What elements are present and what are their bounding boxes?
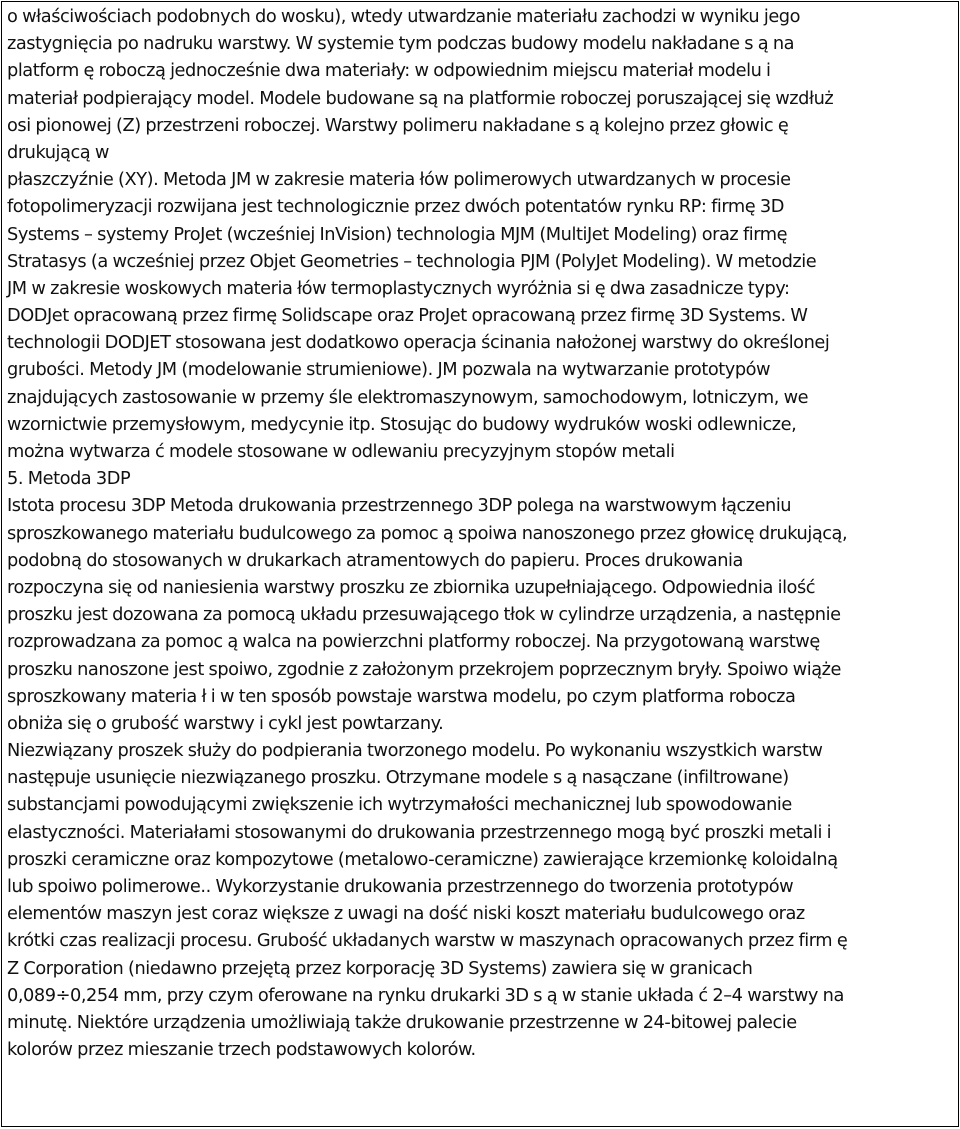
- text-line: Stratasys (a wcześniej przez Objet Geometries – technologia PJM (PolyJet Modeling). W metodzie: [7, 251, 817, 272]
- text-line: proszku jest dozowana za pomocą układu przesuwającego tłok w cylindrze urządzenia, a następnie: [7, 605, 841, 626]
- text-line: Niezwiązany proszek służy do podpierania tworzonego modelu. Po wykonaniu wszystkich warstw: [7, 741, 823, 762]
- text-line: proszku nanoszone jest spoiwo, zgodnie z założonym przekrojem poprzecznym bryły. Spoiwo wiąże: [7, 659, 841, 680]
- text-line: sproszkowany materia ł i w ten sposób powstaje warstwa modelu, po czym platforma robocza: [7, 686, 796, 707]
- text-line: sproszkowanego materiału budulcowego za pomoc ą spoiwa nanoszonego przez głowicę drukującą,: [7, 523, 848, 544]
- text-line: elastyczności. Materiałami stosowanymi do drukowania przestrzennego mogą być proszki metali i: [7, 822, 832, 843]
- text-line: krótki czas realizacji procesu. Grubość układanych warstw w maszynach opracowanych przez firm ę: [7, 931, 848, 952]
- text-line: lub spoiwo polimerowe.. Wykorzystanie drukowania przestrzennego do tworzenia prototypów: [7, 877, 794, 897]
- text-line: substancjami powodującymi zwiększenie ich wytrzymałości mechanicznej lub spowodowanie: [7, 795, 792, 816]
- text-line: można wytwarza ć modele stosowane w odlewaniu precyzyjnym stopów metali: [7, 442, 675, 462]
- text-line: podobną do stosowanych w drukarkach atramentowych do papieru. Proces drukowania: [7, 550, 743, 571]
- text-line: grubości. Metody JM (modelowanie strumieniowe). JM pozwala na wytwarzanie prototypów: [7, 360, 771, 381]
- section-heading: 5. Metoda 3DP: [7, 469, 131, 490]
- text-line: DODJet opracowaną przez firmę Solidscape oraz ProJet opracowaną przez firmę 3D Systems. W: [7, 306, 808, 327]
- text-line: o właściwościach podobnych do wosku), wtedy utwardzanie materiału zachodzi w wyniku jego: [7, 7, 801, 27]
- body-text: [7, 4, 954, 1064]
- text-line: osi pionowej (Z) przestrzeni roboczej. Warstwy polimeru nakładane s ą kolejno przez głowic ę: [7, 115, 789, 136]
- text-line: Istota procesu 3DP Metoda drukowania przestrzennego 3DP polega na warstwowym łączeniu: [7, 496, 792, 517]
- text-line: Systems – systemy ProJet (wcześniej InVision) technologia MJM (MultiJet Modeling) oraz firmę: [7, 224, 788, 245]
- text-line: znajdujących zastosowanie w przemy śle elektromaszynowym, samochodowym, lotniczym, we: [7, 387, 809, 408]
- text-line: zastygnięcia po nadruku warstwy. W systemie tym podczas budowy modelu nakładane s ą na: [7, 34, 795, 55]
- text-line: JM w zakresie woskowych materia łów termoplastycznych wyróżnia si ę dwa zasadnicze typy:: [7, 278, 790, 299]
- text-line: minutę. Niektóre urządzenia umożliwiają także drukowanie przestrzenne w 24-bitowej palecie: [7, 1012, 797, 1033]
- text-line: kolorów przez mieszanie trzech podstawowych kolorów.: [7, 1040, 476, 1061]
- text-line: płaszczyźnie (XY). Metoda JM w zakresie materia łów polimerowych utwardzanych w procesie: [7, 170, 791, 191]
- text-line: elementów maszyn jest coraz większe z uwagi na dość niski koszt materiału budulcowego oraz: [7, 904, 805, 925]
- text-line: platform ę roboczą jednocześnie dwa materiały: w odpowiednim miejscu materiał modelu i: [7, 61, 771, 82]
- text-line: Z Corporation (niedawno przejętą przez korporację 3D Systems) zawiera się w granicach: [7, 958, 753, 979]
- text-line: obniża się o grubość warstwy i cykl jest powtarzany.: [7, 713, 444, 734]
- text-line: 0,089÷0,254 mm, przy czym oferowane na rynku drukarki 3D s ą w stanie układa ć 2–4 warstwy na: [7, 985, 844, 1006]
- text-line: rozpoczyna się od naniesienia warstwy proszku ze zbiornika uzupełniającego. Odpowiednia ilość: [7, 577, 816, 598]
- text-line: wzornictwie przemysłowym, medycynie itp. Stosując do budowy wydruków woski odlewnicze,: [7, 414, 797, 435]
- text-line: rozprowadzana za pomoc ą walca na powierzchni platformy roboczej. Na przygotowaną warstwę: [7, 632, 820, 653]
- text-line: fotopolimeryzacji rozwijana jest technologicznie przez dwóch potentatów rynku RP: firmę 3D: [7, 197, 784, 218]
- text-line: drukującą w: [7, 142, 109, 163]
- text-line: proszki ceramiczne oraz kompozytowe (metalowo-ceramiczne) zawierające krzemionkę koloidalną: [7, 849, 838, 870]
- text-line: technologii DODJET stosowana jest dodatkowo operacja ścinania nałożonej warstwy do określonej: [7, 333, 830, 354]
- text-line: następuje usunięcie niezwiązanego proszku. Otrzymane modele s ą nasączane (infiltrowane): [7, 768, 789, 789]
- document-page: [1, 1, 959, 1127]
- text-line: materiał podpierający model. Modele budowane są na platformie roboczej poruszającej się wzdłuż: [7, 88, 834, 109]
